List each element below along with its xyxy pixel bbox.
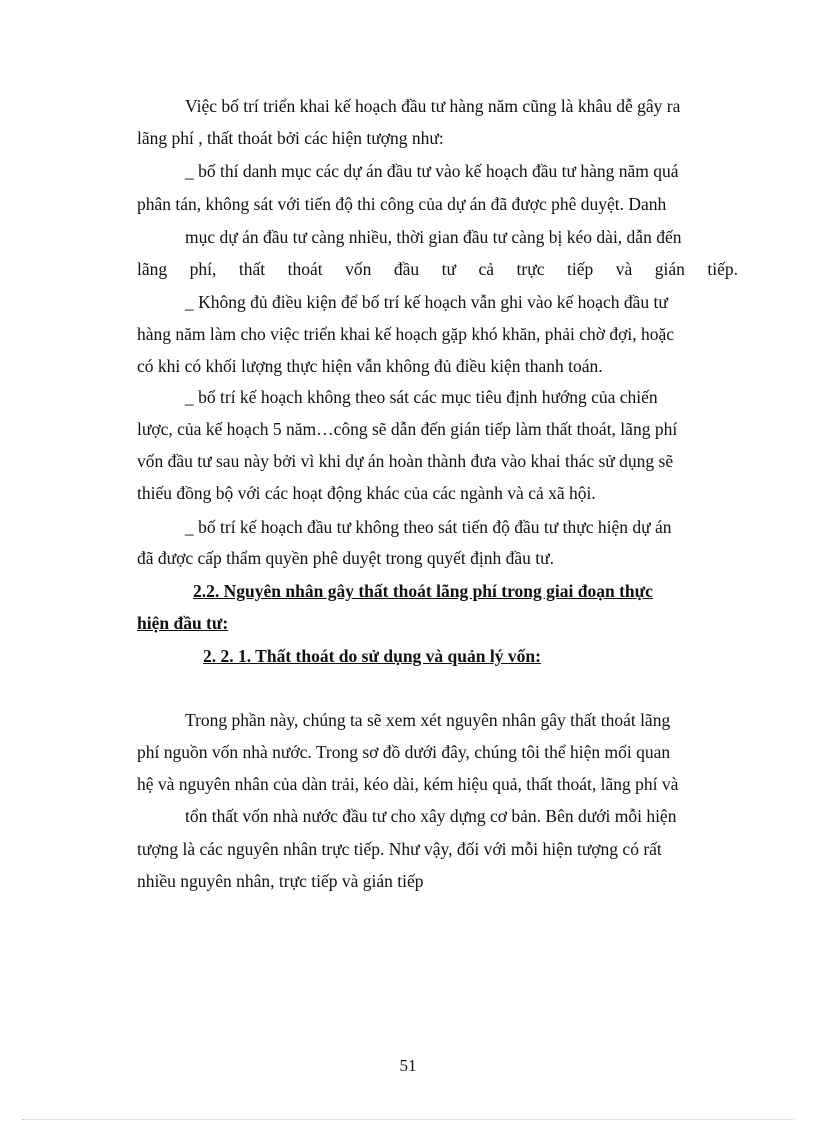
paragraph-3-line-2: hàng năm làm cho việc triển khai kế hoạch gặp khó khăn, phải chờ đợi, hoặc (137, 324, 675, 344)
paragraph-6-line-3: hệ và nguyên nhân của dàn trải, kéo dài, kém hiệu quả, thất thoát, lãng phí và (137, 774, 679, 794)
paragraph-6-line-5: tượng là các nguyên nhân trực tiếp. Như vậy, đối với mỗi hiện tượng có rất (137, 839, 662, 859)
section-heading-2-2-1: 2. 2. 1. Thất thoát do sử dụng và quản lý vốn: (203, 646, 541, 666)
paragraph-6-line-6: nhiều nguyên nhân, trực tiếp và gián tiếp (137, 871, 424, 891)
paragraph-4-line-1: _ bố trí kế hoạch không theo sát các mục tiêu định hướng của chiến (185, 387, 658, 407)
paragraph-6-line-4: tổn thất vốn nhà nước đầu tư cho xây dựng cơ bản. Bên dưới mỗi hiện (185, 806, 677, 826)
paragraph-4-line-3: vốn đầu tư sau này bởi vì khi dự án hoàn thành đưa vào khai thác sử dụng sẽ (137, 451, 674, 471)
paragraph-3-line-1: _ Không đủ điều kiện để bố trí kế hoạch vẫn ghi vào kế hoạch đầu tư (185, 292, 668, 312)
page-bottom-border (22, 1119, 794, 1120)
section-heading-2-2-line-2: hiện đầu tư: (137, 613, 229, 633)
paragraph-2-line-1: _ bố thí danh mục các dự án đầu tư vào kế hoạch đầu tư hàng năm quá (185, 161, 679, 181)
section-heading-2-2-line-1: 2.2. Nguyên nhân gây thất thoát lãng phí trong giai đoạn thực (193, 581, 653, 601)
paragraph-2-line-4: lãng phí, thất thoát vốn đầu tư cả trực tiếp và gián tiếp. (137, 259, 738, 279)
paragraph-1-line-2: lãng phí , thất thoát bởi các hiện tượng như: (137, 128, 444, 148)
paragraph-4-line-2: lược, của kế hoạch 5 năm…công sẽ dẫn đến gián tiếp làm thất thoát, lãng phí (137, 419, 678, 439)
paragraph-1-line-1: Việc bố trí triển khai kế hoạch đầu tư hàng năm cũng là khâu dễ gây ra (185, 96, 681, 116)
paragraph-5-line-2: đã được cấp thẩm quyền phê duyệt trong quyết định đầu tư. (137, 548, 555, 568)
paragraph-6-line-2: phí nguồn vốn nhà nước. Trong sơ đồ dưới đây, chúng tôi thể hiện mối quan (137, 742, 671, 762)
paragraph-6-line-1: Trong phần này, chúng ta sẽ xem xét nguyên nhân gây thất thoát lãng (185, 710, 671, 730)
paragraph-3-line-3: có khi có khối lượng thực hiện vẫn không đủ điều kiện thanh toán. (137, 356, 603, 376)
paragraph-2-line-3: mục dự án đầu tư càng nhiều, thời gian đầu tư càng bị kéo dài, dẫn đến (185, 227, 682, 247)
page-number: 51 (399, 1056, 417, 1075)
paragraph-2-line-2: phân tán, không sát với tiến độ thi công của dự án đã được phê duyệt. Danh (137, 194, 667, 214)
paragraph-4-line-4: thiếu đồng bộ với các hoạt động khác của các ngành và cả xã hội. (137, 483, 596, 503)
paragraph-5-line-1: _ bố trí kế hoạch đầu tư không theo sát tiến độ đầu tư thực hiện dự án (185, 517, 672, 537)
